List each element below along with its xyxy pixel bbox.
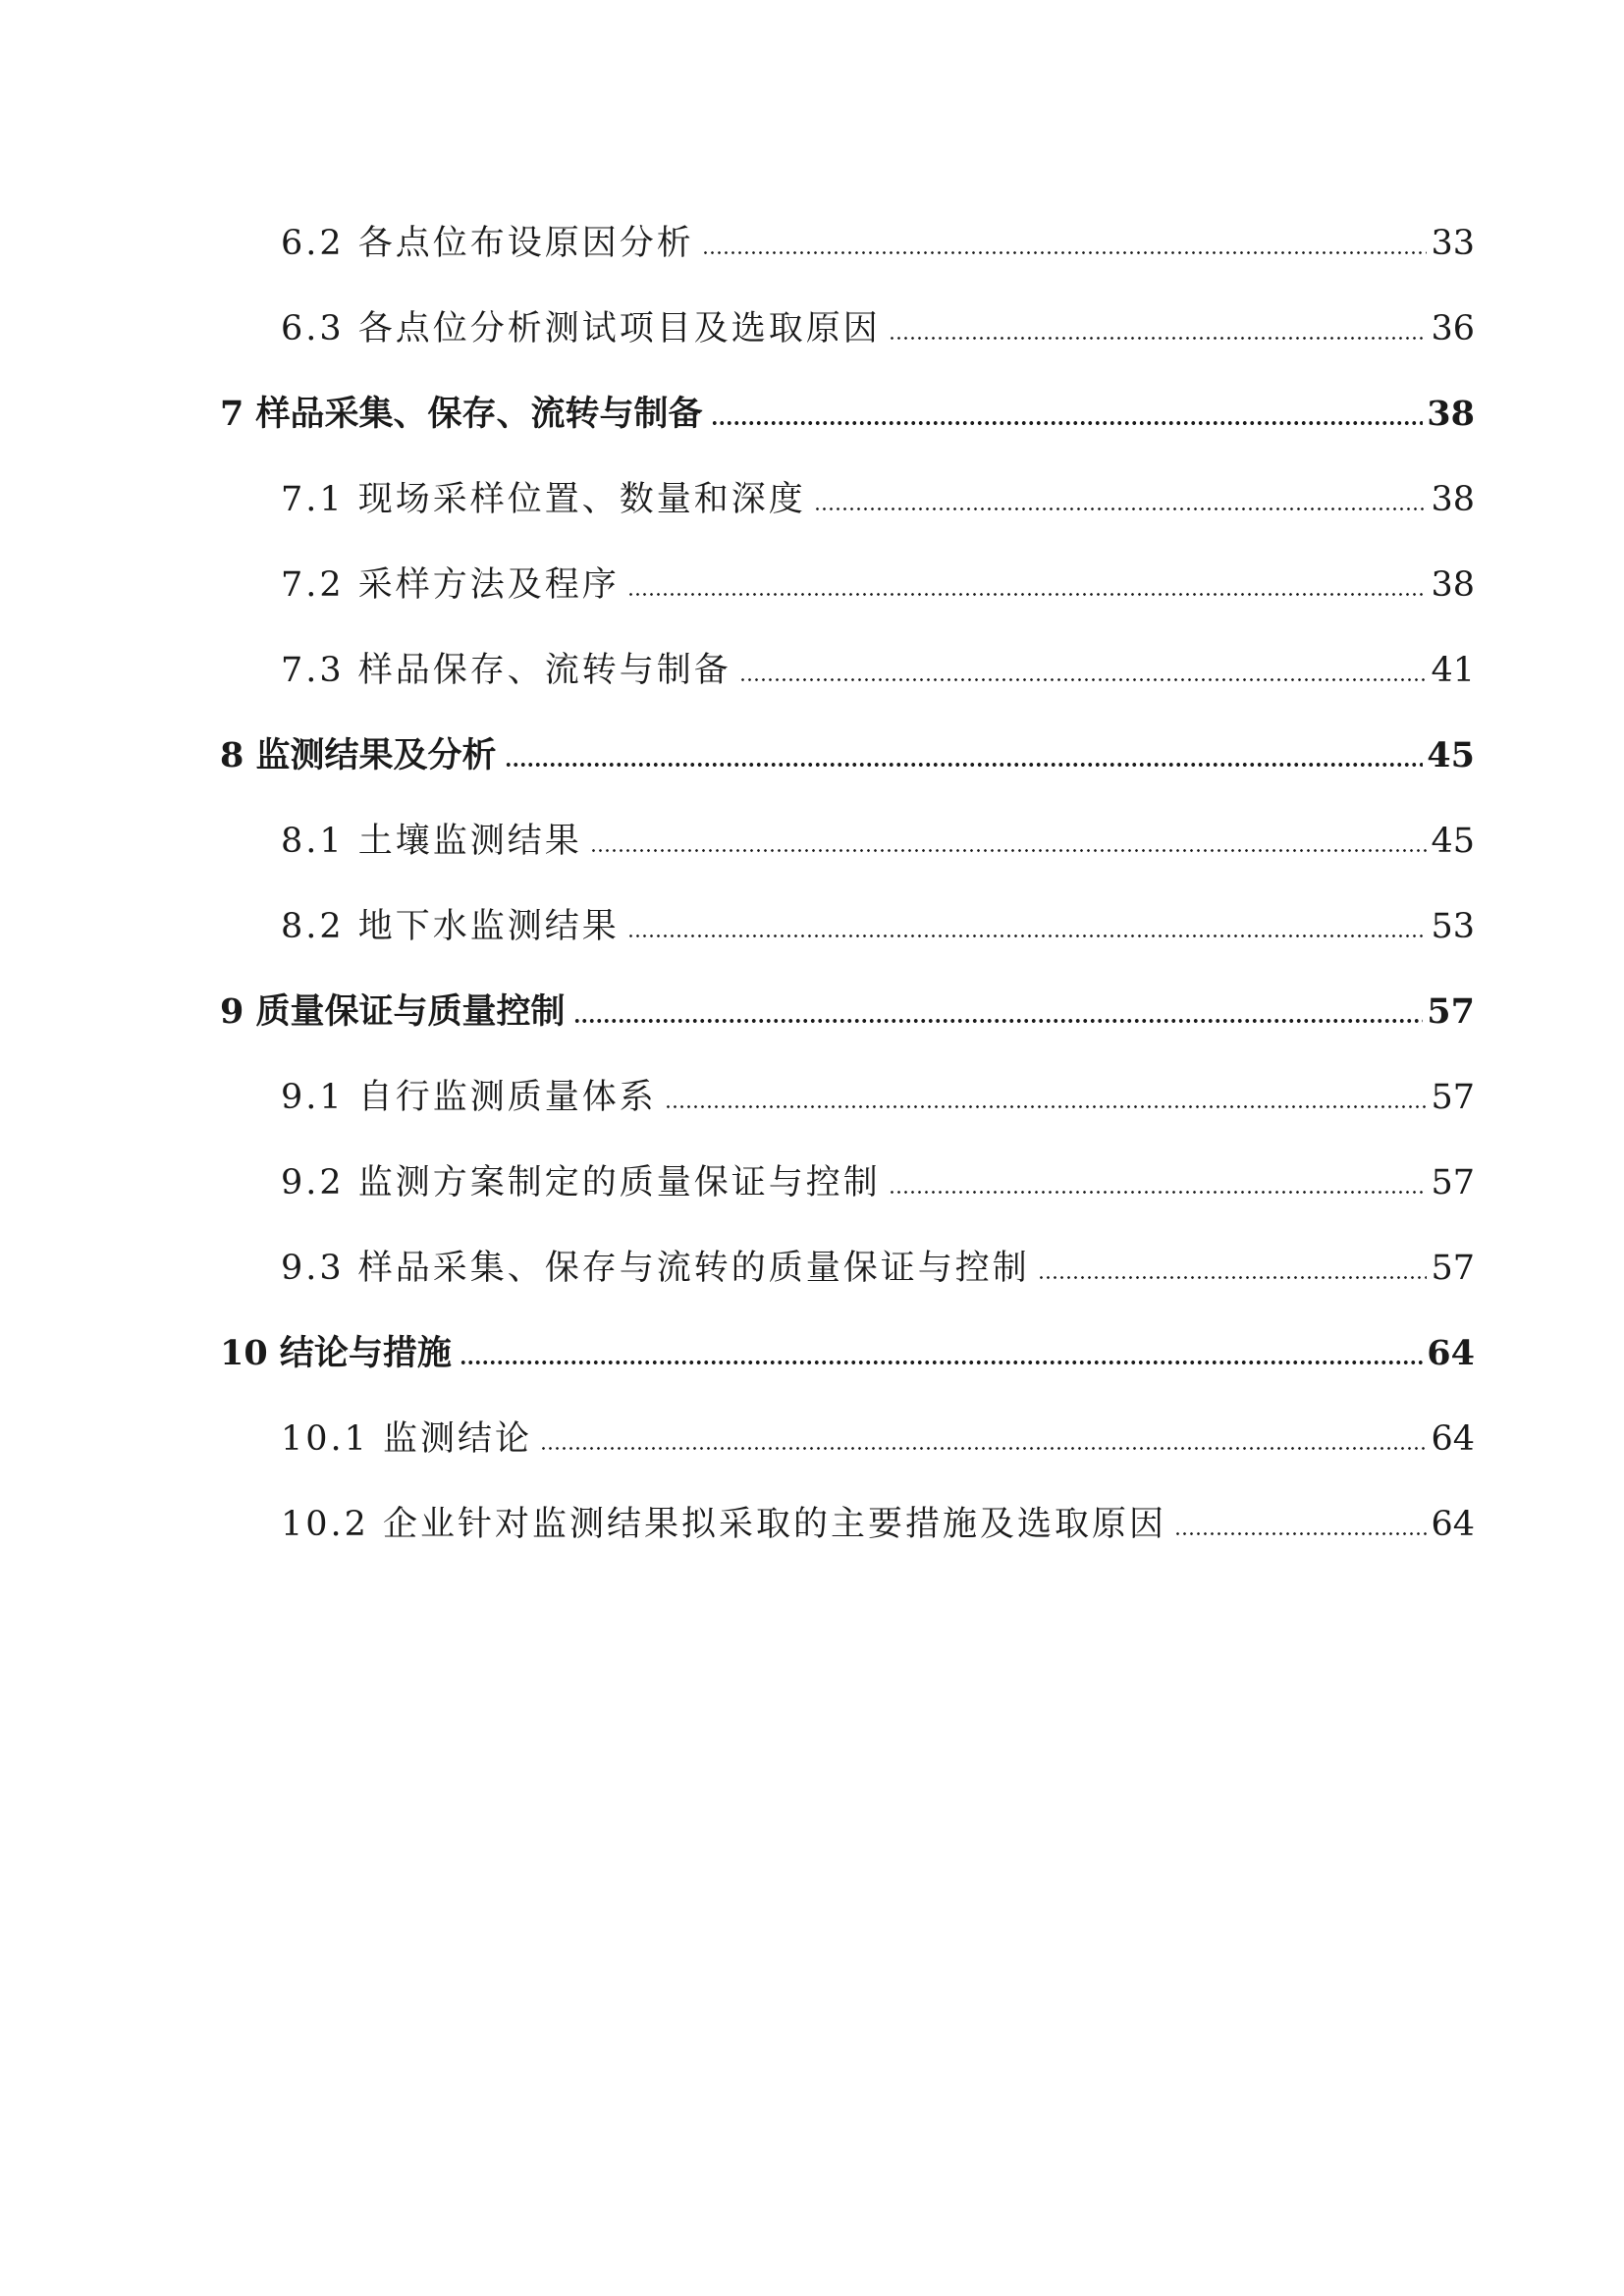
toc-chapter-entry[interactable] [220,719,1475,777]
toc-page-number: 53 [1431,907,1475,946]
toc-page-number: 57 [1431,1249,1475,1288]
toc-dot-leader [627,593,1428,596]
toc-dot-leader [573,1019,1424,1023]
toc-entry-label: 7.2 采样方法及程序 [281,565,620,605]
toc-chapter-entry[interactable] [220,1316,1475,1375]
toc-page-number: 45 [1431,822,1475,861]
toc-entry[interactable] [281,548,1475,607]
toc-page-number: 33 [1431,224,1475,263]
toc-entry-label: 9.3 样品采集、保存与流转的质量保证与控制 [281,1249,1030,1288]
toc-page-number: 57 [1431,1078,1475,1117]
toc-dot-leader [889,1191,1428,1194]
toc-page-number: 57 [1427,991,1475,1032]
toc-chapter-entry[interactable] [220,377,1475,436]
toc-entry[interactable] [281,889,1475,948]
toc-entry-label: 9.2 监测方案制定的质量保证与控制 [281,1163,881,1202]
toc-entry-label: 8 监测结果及分析 [220,735,497,775]
toc-page-number: 38 [1427,394,1475,434]
toc-entry[interactable] [281,633,1475,692]
toc-dot-leader [540,1447,1427,1450]
toc-entry-label: 8.1 土壤监测结果 [281,822,582,861]
toc-dot-leader [1174,1532,1427,1535]
toc-page-number: 38 [1431,480,1475,519]
toc-entry[interactable] [281,804,1475,863]
toc-dot-leader [1038,1276,1428,1279]
toc-dot-leader [814,507,1428,510]
toc-entry[interactable] [281,1402,1475,1461]
toc-entry-label: 6.3 各点位分析测试项目及选取原因 [281,309,881,348]
toc-dot-leader [590,849,1428,852]
toc-chapter-entry[interactable] [220,975,1475,1034]
toc-entry-label: 6.2 各点位布设原因分析 [281,224,694,263]
toc-entry-label: 9.1 自行监测质量体系 [281,1078,657,1117]
toc-page-number: 45 [1427,735,1475,775]
toc-entry[interactable] [281,292,1475,350]
toc-page-number: 64 [1427,1333,1475,1373]
toc-entry-label: 10 结论与措施 [220,1333,452,1373]
toc-page-number: 41 [1431,651,1475,690]
toc-entry-label: 9 质量保证与质量控制 [220,991,566,1032]
toc-page-number: 57 [1431,1163,1475,1202]
toc-entry[interactable] [281,462,1475,521]
toc-entry-label: 7.1 现场采样位置、数量和深度 [281,480,806,519]
toc-dot-leader [889,337,1428,340]
toc-dot-leader [627,934,1428,937]
toc-page-number: 64 [1431,1505,1475,1544]
toc-dot-leader [711,421,1424,425]
toc-dot-leader [460,1361,1423,1364]
toc-entry[interactable] [281,1487,1475,1546]
toc-entry-label: 7 样品采集、保存、流转与制备 [220,394,703,434]
toc-entry[interactable] [281,1231,1475,1290]
toc-page-number: 38 [1431,565,1475,605]
toc-dot-leader [739,678,1428,681]
toc-entry[interactable] [281,206,1475,265]
toc-entry[interactable] [281,1060,1475,1119]
toc-entry-label: 8.2 地下水监测结果 [281,907,620,946]
toc-dot-leader [665,1105,1428,1108]
toc-entry-label: 10.1 监测结论 [281,1419,533,1459]
toc-page-number: 36 [1431,309,1475,348]
toc-dot-leader [702,251,1428,254]
toc-entry-label: 7.3 样品保存、流转与制备 [281,651,731,690]
toc-dot-leader [505,763,1424,767]
toc-entry-label: 10.2 企业针对监测结果拟采取的主要措施及选取原因 [281,1505,1167,1544]
toc-entry[interactable] [281,1146,1475,1204]
toc-page-number: 64 [1431,1419,1475,1459]
